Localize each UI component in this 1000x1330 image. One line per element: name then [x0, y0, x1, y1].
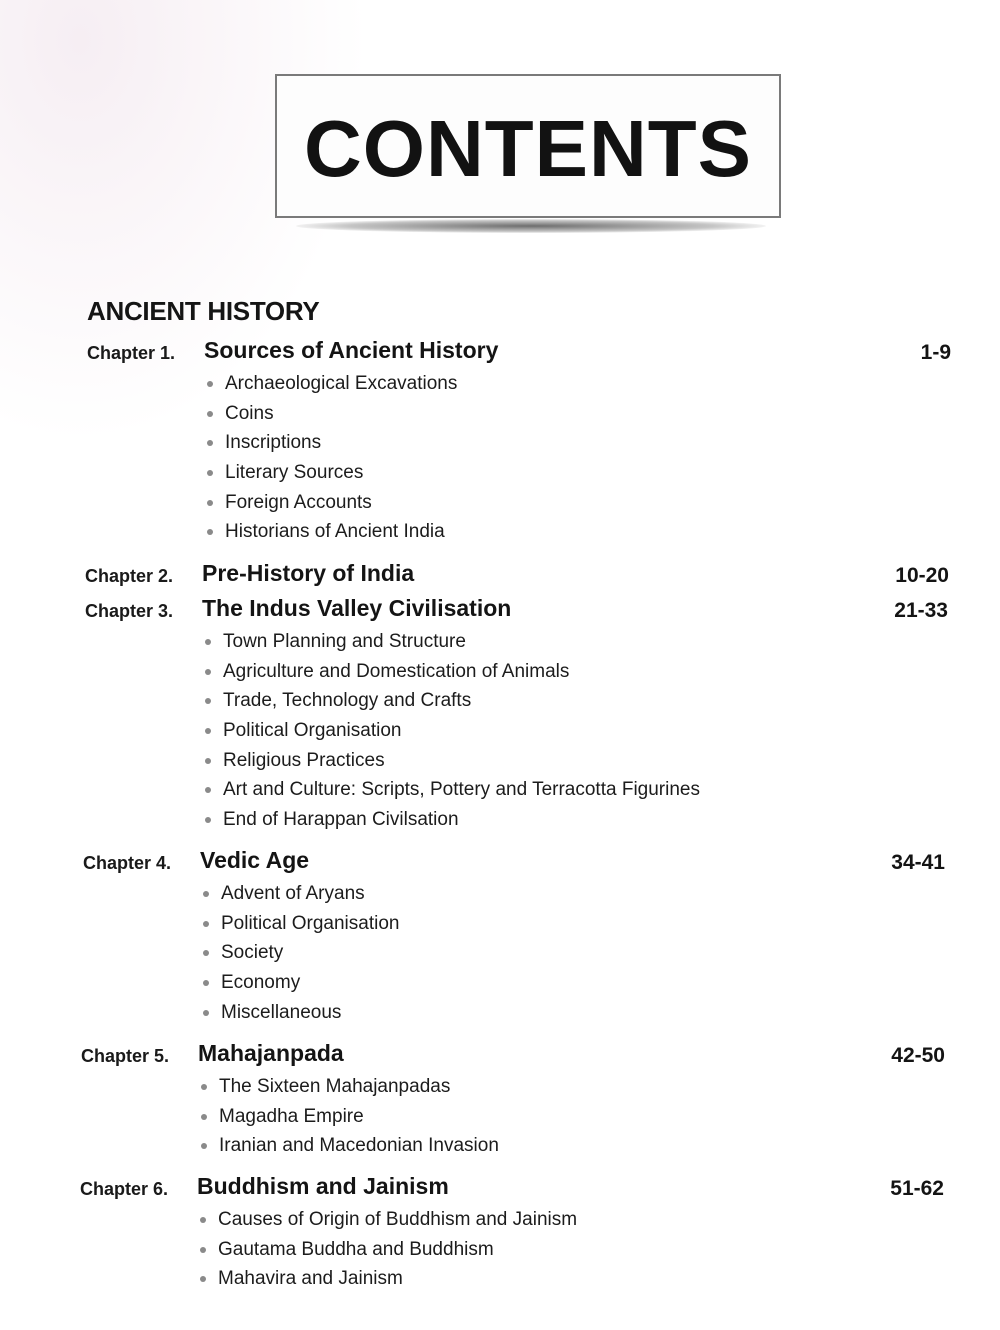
chapter-title[interactable]: Vedic Age: [200, 847, 310, 873]
page-title: CONTENTS: [304, 104, 752, 193]
topic-item[interactable]: [202, 686, 700, 716]
chapter-label: Chapter 3.: [85, 601, 174, 621]
chapter-pages: 42-50: [891, 1044, 945, 1067]
bullet-icon: [203, 1010, 209, 1016]
topic-item[interactable]: [198, 1102, 499, 1132]
bullet-icon: [203, 921, 209, 927]
section-heading: ANCIENT HISTORY: [87, 296, 320, 326]
bullet-icon: [205, 817, 211, 823]
topic-item[interactable]: [200, 968, 399, 998]
title-box: [275, 74, 781, 218]
topic-list: [198, 1072, 499, 1161]
topic-label: Inscriptions: [225, 432, 322, 454]
topic-label: Political Organisation: [223, 720, 402, 742]
topic-label: Causes of Origin of Buddhism and Jainism: [218, 1209, 578, 1230]
topic-item[interactable]: [197, 1264, 577, 1294]
title-box-shadow: [296, 219, 766, 233]
topic-label: Mahavira and Jainism: [218, 1268, 403, 1290]
bullet-icon: [203, 980, 209, 986]
chapter-label: Chapter 4.: [83, 853, 172, 873]
bullet-icon: [205, 787, 211, 793]
bullet-icon: [201, 1084, 207, 1090]
chapter-title[interactable]: Mahajanpada: [198, 1040, 344, 1066]
topic-label: End of Harappan Civilsation: [223, 809, 459, 831]
topic-item[interactable]: [200, 879, 399, 909]
topic-label: Agriculture and Domestication of Animals: [223, 660, 570, 682]
bullet-icon: [205, 669, 211, 675]
topic-item[interactable]: [204, 488, 457, 518]
bullet-icon: [203, 950, 209, 956]
chapter-label: Chapter 6.: [80, 1179, 169, 1199]
bullet-icon: [205, 698, 211, 704]
topic-item[interactable]: [204, 458, 457, 488]
bullet-icon: [207, 529, 213, 535]
bullet-icon: [205, 758, 211, 764]
chapter-pages: 21-33: [894, 599, 948, 622]
topic-label: Town Planning and Structure: [223, 631, 466, 652]
topic-label: Historians of Ancient India: [225, 521, 445, 543]
chapter-pages: 1-9: [920, 341, 951, 364]
chapter-title[interactable]: The Indus Valley Civilisation: [202, 595, 512, 621]
topic-item[interactable]: [202, 746, 700, 776]
topic-label: Miscellaneous: [221, 1001, 342, 1023]
topic-label: Iranian and Macedonian Invasion: [219, 1135, 499, 1157]
chapter-pages: 34-41: [891, 851, 945, 874]
topic-item[interactable]: [202, 805, 700, 835]
topic-label: Literary Sources: [225, 462, 364, 484]
chapter-pages: 51-62: [890, 1177, 944, 1200]
topic-label: Political Organisation: [221, 912, 400, 934]
topic-list: [197, 1205, 577, 1294]
chapter-label: Chapter 1.: [87, 343, 176, 363]
topic-item[interactable]: [202, 716, 700, 746]
topic-label: Magadha Empire: [219, 1105, 364, 1127]
topic-item[interactable]: [204, 369, 457, 399]
topic-list: [204, 369, 457, 547]
topic-item[interactable]: [200, 909, 399, 939]
topic-label: Religious Practices: [223, 749, 385, 771]
bullet-icon: [201, 1143, 207, 1149]
topic-item[interactable]: [200, 998, 399, 1028]
topic-label: Advent of Aryans: [221, 883, 365, 904]
topic-item[interactable]: [197, 1205, 577, 1235]
topic-label: Economy: [221, 972, 301, 994]
bullet-icon: [203, 891, 209, 897]
chapter-title[interactable]: Sources of Ancient History: [204, 337, 499, 363]
topic-item[interactable]: [202, 657, 700, 687]
bullet-icon: [207, 440, 213, 446]
topic-item[interactable]: [202, 775, 700, 805]
topic-label: Foreign Accounts: [225, 491, 372, 513]
bullet-icon: [200, 1217, 206, 1223]
topic-item[interactable]: [204, 517, 457, 547]
bullet-icon: [200, 1276, 206, 1282]
topic-label: Coins: [225, 402, 274, 424]
topic-label: Gautama Buddha and Buddhism: [218, 1238, 494, 1260]
topic-item[interactable]: [204, 399, 457, 429]
chapter-pages: 10-20: [895, 564, 949, 587]
topic-label: Society: [221, 942, 284, 964]
topic-item[interactable]: [198, 1131, 499, 1161]
topic-item[interactable]: [204, 428, 457, 458]
bullet-icon: [207, 470, 213, 476]
topic-item[interactable]: [200, 938, 399, 968]
bullet-icon: [205, 639, 211, 645]
topic-label: Archaeological Excavations: [225, 373, 458, 394]
topic-label: Art and Culture: Scripts, Pottery and Terracotta Figurines: [223, 779, 700, 801]
chapter-title[interactable]: Pre-History of India: [202, 560, 415, 586]
topic-item[interactable]: [197, 1235, 577, 1265]
bullet-icon: [205, 728, 211, 734]
bullet-icon: [207, 381, 213, 387]
topic-list: [202, 627, 700, 835]
bullet-icon: [201, 1114, 207, 1120]
topic-label: The Sixteen Mahajanpadas: [219, 1076, 451, 1097]
topic-item[interactable]: [198, 1072, 499, 1102]
bullet-icon: [200, 1247, 206, 1253]
chapter-title[interactable]: Buddhism and Jainism: [197, 1173, 449, 1199]
topic-list: [200, 879, 399, 1027]
chapter-label: Chapter 5.: [81, 1046, 170, 1066]
topic-item[interactable]: [202, 627, 700, 657]
chapter-label: Chapter 2.: [85, 566, 174, 586]
bullet-icon: [207, 500, 213, 506]
bullet-icon: [207, 411, 213, 417]
topic-label: Trade, Technology and Crafts: [223, 690, 472, 712]
